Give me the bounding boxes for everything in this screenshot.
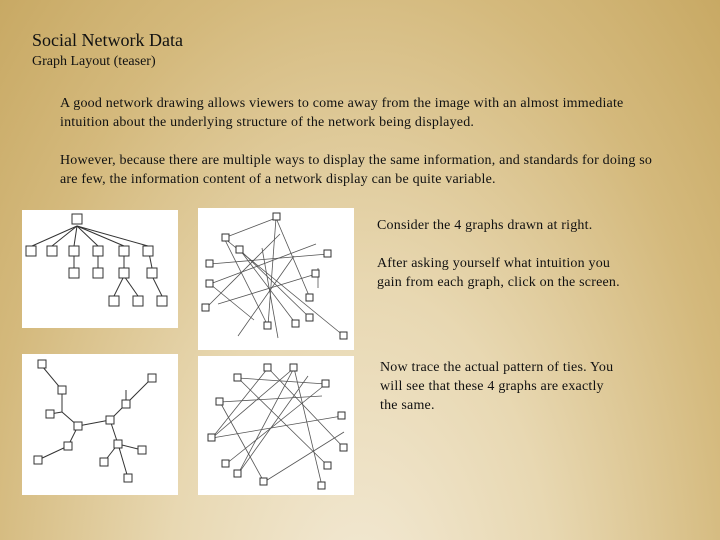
slide-subtitle: Graph Layout (teaser) [32, 54, 156, 69]
graph-panel-tree [22, 210, 178, 328]
instruction-click: After asking yourself what intuition you gain from each graph, click on the screen. [377, 256, 620, 290]
graph-panel-circular [198, 356, 354, 495]
tree-graph-drawing [22, 210, 178, 328]
graph-panel-spring [22, 354, 178, 495]
tangled-graph-drawing [198, 208, 354, 350]
intro-paragraph: A good network drawing allows viewers to come away from the image with an almost immediate intuition about the underlying structure of the network being displayed. [60, 96, 624, 130]
instruction-consider: Consider the 4 graphs drawn at right. [377, 218, 593, 233]
circular-graph-drawing [198, 356, 354, 495]
caveat-paragraph: However, because there are multiple ways to display the same information, and standards for doing so are few, the information content of a network display can be quite variable. [60, 153, 653, 187]
graph-panel-tangled [198, 208, 354, 350]
spring-graph-drawing [22, 354, 178, 495]
slide-title: Social Network Data [32, 30, 183, 50]
instruction-trace: Now trace the actual pattern of ties. You will see that these 4 graphs are exactly the same. [380, 360, 614, 413]
